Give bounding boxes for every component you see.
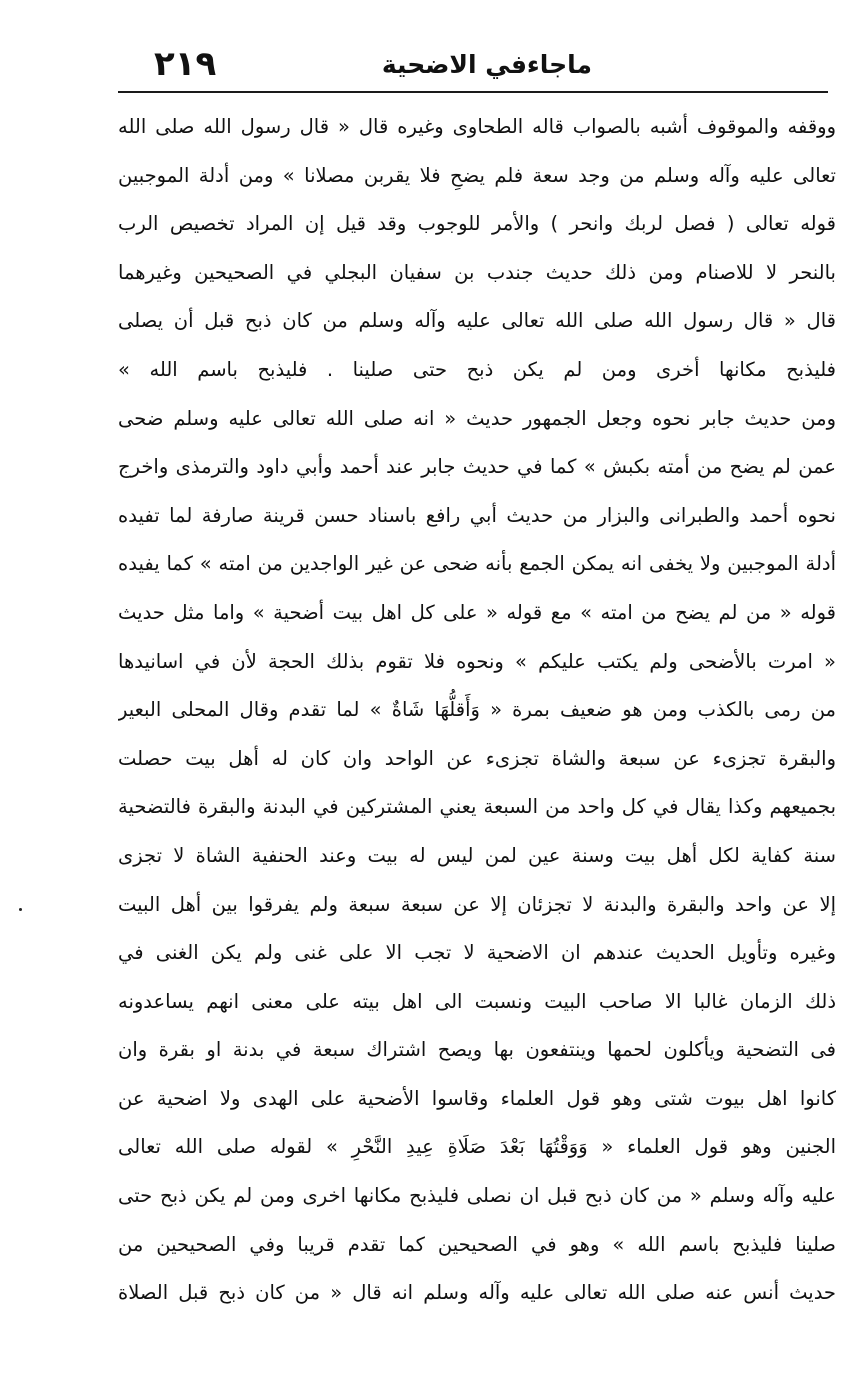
text-line: قوله تعالى ( فصل لربك وانحر ) والأمر للوجوب وقد قيل إن المراد تخصيص الرب — [118, 212, 836, 236]
text-line: فى التضحية ويأكلون لحمها وينتفعون بها ويصح اشتراك سبعة في بدنة او بقرة وان — [118, 1038, 836, 1062]
text-line: نحوه أحمد والطبرانى والبزار من حديث أبي رافع باسناد حسن قرينة صارفة لما تفيده — [118, 503, 836, 527]
text-line: ذلك الزمان غالبا الا صاحب البيت ونسبت الى اهل بيته على معنى انهم يساعدونه — [118, 989, 836, 1013]
text-line: سنة كفاية لكل أهل بيت وسنة عين لمن ليس له بيت وعند الحنفية الشاة لا تجزى — [118, 843, 836, 867]
text-line: الجنين وهو قول العلماء « وَوَقْتُهَا بَعْدَ صَلَاةِ عِيدِ النَّحْرِ » لقوله صلى الله تعالى — [118, 1135, 836, 1159]
text-line: إلا عن واحد والبقرة والبدنة لا تجزئان إلا عن سبعة سبعة ولم يفرقوا بين أهل البيت — [118, 892, 836, 916]
text-line: والبقرة تجزىء عن سبعة والشاة تجزىء عن الواحد وان كان له أهل بيت حصلت — [118, 746, 836, 770]
page-number: ٢١٩ — [154, 44, 217, 84]
page-header — [118, 40, 828, 90]
text-line: « امرت بالأضحى ولم يكتب عليكم » ونحوه فلا تقوم بذلك الحجة لأن في اسانيدها — [118, 649, 836, 673]
text-line: ومن حديث جابر نحوه وجعل الجمهور حديث « انه صلى الله تعالى عليه وسلم ضحى — [118, 406, 836, 430]
margin-dot — [19, 908, 22, 911]
header-rule — [118, 91, 828, 93]
running-title: ماجاءفي الاضحية — [381, 50, 592, 79]
text-line: بالنحر لا للاصنام ومن ذلك حديث جندب بن سفيان البجلي في الصحيحين وغيرهما — [118, 260, 836, 284]
text-line: قوله « من لم يضح من امته » مع قوله « على كل اهل بيت أضحية » واما مثل حديث — [118, 600, 836, 624]
body-text — [118, 103, 836, 1318]
text-line: وغيره وتأويل الحديث عندهم ان الاضحية لا تجب الا على غنى ولم يكن الغنى في — [118, 941, 836, 965]
text-line: ووقفه والموقوف أشبه بالصواب قاله الطحاوى وغيره قال « قال رسول الله صلى الله — [118, 115, 836, 138]
text-line: بجميعهم وكذا يقال في كل واحد من السبعة يعني المشتركين في البدنة والبقرة فالتضحية — [118, 795, 836, 819]
text-line: قال « قال رسول الله صلى الله تعالى عليه وآله وسلم من كان ذبح قبل أن يصلى — [118, 309, 836, 333]
text-line: عمن لم يضح من أمته بكبش » كما في حديث جابر عند أحمد وأبي داود والترمذى واخرج — [118, 455, 836, 479]
text-line: عليه وآله وسلم « من كان ذبح قبل ان نصلى فليذبح مكانها اخرى ومن لم يكن ذبح حتى — [118, 1184, 836, 1208]
text-line: حديث أنس عنه صلى الله تعالى عليه وآله وسلم انه قال « من كان ذبح قبل الصلاة — [118, 1281, 836, 1305]
text-line: من رمى بالكذب ومن هو ضعيف بمرة « وَأَقلُّهَا شَاةٌ » لما تقدم وقال المحلى البعير — [118, 698, 836, 722]
text-line: فليذبح مكانها أخرى ومن لم يكن ذبح حتى صلينا . فليذبح باسم الله » — [118, 357, 836, 381]
text-line: كانوا اهل بيوت شتى وهو قول العلماء وقاسوا الأضحية على الهدى ولا اضحية عن — [118, 1086, 836, 1110]
text-line: أدلة الموجبين ولا يخفى انه يمكن الجمع بأنه ضحى عن غير الواجدين من امته » كما يفيده — [118, 552, 836, 576]
text-line: صلينا فليذبح باسم الله » وهو في الصحيحين كما تقدم قريبا وفي الصحيحين من — [118, 1232, 836, 1256]
text-line: تعالى عليه وآله وسلم من وجد سعة فلم يضحِ فلا يقربن مصلانا » ومن أدلة الموجبين — [118, 163, 836, 187]
